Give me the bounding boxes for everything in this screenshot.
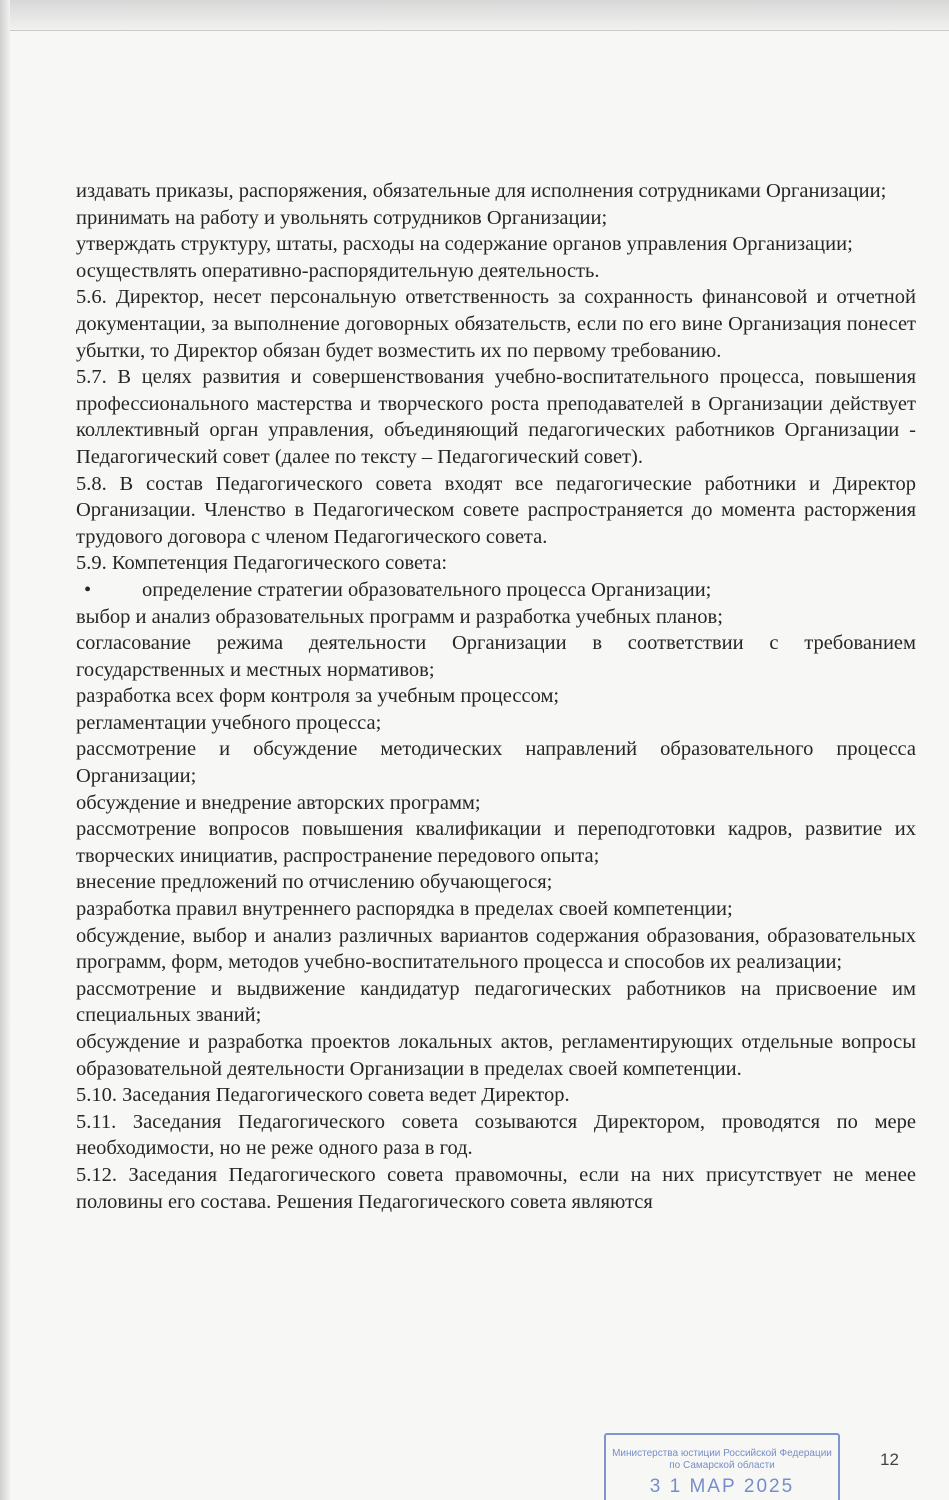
list-item: согласование режима деятельности Организации в соответствии с требованием государственных и местных нормативов; (76, 632, 916, 681)
list-item: издавать приказы, распоряжения, обязательные для исполнения сотрудниками Организации; (76, 180, 887, 202)
bullet-text: определение стратегии образовательного процесса Организации; (142, 578, 712, 601)
clause-5-6: 5.6. Директор, несет персональную ответственность за сохранность финансовой и отчетной документации, за выполнение договорных обязательств, если по его вине Организация понесет убытки, то Директор обязан будет возместить их по первому требованию. (76, 286, 916, 362)
list-item: обсуждение и разработка проектов локальных актов, регламентирующих отдельные вопросы образовательной деятельности Организации в пределах своей компетенции. (76, 1031, 916, 1080)
page-number: 12 (880, 1450, 899, 1469)
list-item: рассмотрение и обсуждение методических направлений образовательного процесса Организации; (76, 738, 916, 788)
clause-5-9-heading: 5.9. Компетенция Педагогического совета: (76, 552, 448, 575)
registration-stamp (604, 1433, 840, 1500)
list-item: обсуждение и внедрение авторских программ; (76, 791, 481, 814)
list-item: выбор и анализ образовательных программ и разработка учебных планов; (76, 605, 723, 628)
stamp-region: по Самарской области (669, 1460, 775, 1471)
list-item: рассмотрение и выдвижение кандидатур педагогических работников на присвоение им специальных званий; (76, 977, 916, 1027)
list-item: принимать на работу и увольнять сотрудников Организации; (76, 206, 608, 229)
scan-left-edge (0, 0, 10, 1500)
clause-5-10: 5.10. Заседания Педагогического совета ведет Директор. (76, 1084, 570, 1107)
list-item: осуществлять оперативно-распорядительную деятельность. (76, 259, 600, 282)
list-item: утверждать структуру, штаты, расходы на содержание органов управления Организации; (76, 233, 853, 256)
list-item: разработка всех форм контроля за учебным процессом; (76, 685, 560, 708)
clause-5-7: 5.7. В целях развития и совершенствования учебно-воспитательного процесса, повышения профессионального мастерства и творческого роста преподавателей в Организации действует коллективный орган управления, объединяющий педагогических работников Организации - Педагогический совет (далее по тексту – Педагогический совет). (76, 366, 916, 468)
clause-5-12: 5.12. Заседания Педагогического совета правомочны, если на них присутствует не менее половины его состава. Решения Педагогического совета являются (76, 1163, 916, 1213)
list-item: обсуждение, выбор и анализ различных вариантов содержания образования, образовательных программ, форм, методов учебно-воспитательного процесса и способов их реализации; (76, 924, 916, 974)
clause-5-11: 5.11. Заседания Педагогического совета созываются Директором, проводятся по мере необходимости, но не реже одного раза в год. (76, 1110, 916, 1160)
bullet-list-item (76, 577, 916, 604)
bullet-icon: • (84, 578, 92, 601)
scan-top-edge (0, 0, 949, 31)
document-body (76, 178, 916, 1215)
clause-5-8: 5.8. В состав Педагогического совета входят все педагогические работники и Директор Организации. Членство в Педагогическом совете распространяется до момента расторжения трудового договора с членом Педагогического совета. (76, 472, 916, 548)
list-item: рассмотрение вопросов повышения квалификации и переподготовки кадров, развитие их творческих инициатив, распространение передового опыта; (76, 818, 916, 867)
stamp-date: 3 1 МАР 2025 (649, 1476, 795, 1497)
list-item: регламентации учебного процесса; (76, 711, 382, 734)
list-item: внесение предложений по отчислению обучающегося; (76, 871, 553, 894)
list-item: разработка правил внутреннего распорядка в пределах своей компетенции; (76, 898, 733, 921)
stamp-authority: Министерства юстиции Российской Федерации (612, 1448, 832, 1459)
